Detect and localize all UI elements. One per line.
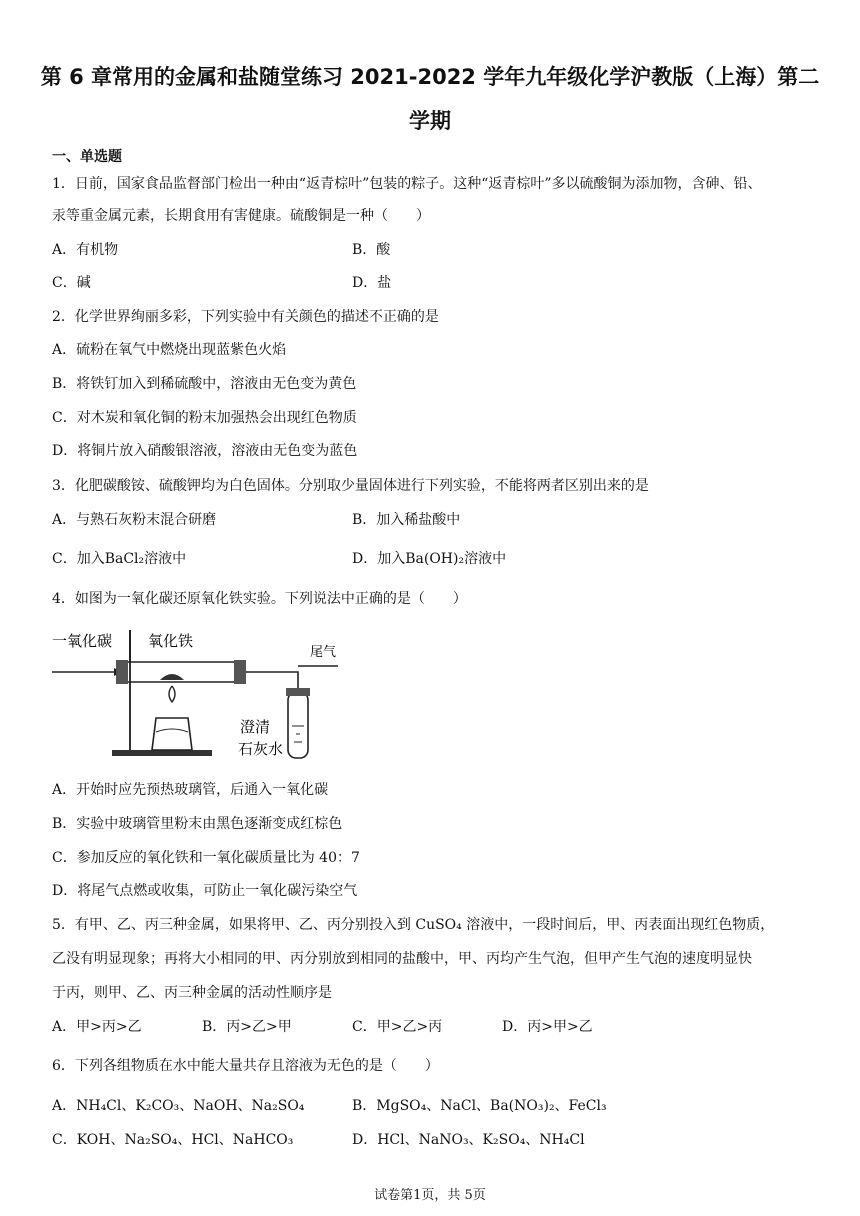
- q5-stem-line-1: 5．有甲、乙、丙三种金属，如果将甲、乙、丙分别投入到 CuSO₄ 溶液中，一段时间后，甲、丙表面出现红色物质，: [52, 917, 775, 933]
- q1-option-c: C．碱: [52, 275, 91, 291]
- tube-stopper-left: [116, 660, 128, 684]
- tube-stopper-right: [234, 660, 246, 684]
- q5-stem-line-2: 乙没有明显现象；再将大小相同的甲、丙分别放到相同的盐酸中，甲、丙均产生气泡，但甲产生气泡的速度明显快: [52, 951, 752, 967]
- q1-stem-line-2: 汞等重金属元素，长期食用有害健康。硫酸铜是一种（ ）: [52, 208, 430, 224]
- q3-option-b: B．加入稀盐酸中: [352, 512, 461, 528]
- q3-option-d: D．加入Ba(OH)₂溶液中: [352, 551, 507, 567]
- q5-option-c: C．甲>乙>丙: [352, 1019, 443, 1035]
- q6-option-d: D．HCl、NaNO₃、K₂SO₄、NH₄Cl: [352, 1132, 585, 1148]
- q5-option-b: B．丙>乙>甲: [202, 1019, 292, 1035]
- page-title-line-2: 学期: [409, 109, 451, 133]
- q4-option-a: A．开始时应先预热玻璃管，后通入一氧化碳: [52, 782, 329, 798]
- q4-option-c: C．参加反应的氧化铁和一氧化碳质量比为 40：7: [52, 850, 360, 866]
- iron-oxide-powder: [160, 674, 184, 680]
- q5-option-d: D．丙>甲>乙: [502, 1019, 593, 1035]
- q1-stem-line-1: 1．日前，国家食品监督部门检出一种由“返青棕叶”包装的粽子。这种“返青棕叶”多以硫酸铜为添加物，含砷、铅、: [52, 176, 762, 192]
- test-tube: [288, 692, 308, 758]
- lamp-liquid: [156, 729, 188, 732]
- test-tube-stopper: [286, 688, 310, 696]
- q1-option-b: B．酸: [352, 242, 391, 258]
- co-reduction-apparatus-figure: [52, 622, 352, 762]
- q5-option-a: A．甲>丙>乙: [52, 1019, 142, 1035]
- q2-stem: 2．化学世界绚丽多彩，下列实验中有关颜色的描述不正确的是: [52, 309, 439, 325]
- q6-option-b: B．MgSO₄、NaCl、Ba(NO₃)₂、FeCl₃: [352, 1098, 607, 1114]
- page-title-line-1: 第 6 章常用的金属和盐随堂练习 2021-2022 学年九年级化学沪教版（上海）第二: [40, 65, 820, 89]
- flame: [169, 686, 175, 702]
- q2-option-c: C．对木炭和氧化铜的粉末加强热会出现红色物质: [52, 410, 357, 426]
- q3-stem: 3．化肥碳酸铵、硫酸钾均为白色固体。分别取少量固体进行下列实验，不能将两者区别出来的是: [52, 478, 649, 494]
- q3-option-a: A．与熟石灰粉末混合研磨: [52, 512, 217, 528]
- alcohol-lamp: [152, 718, 192, 750]
- section-heading: 一、单选题: [52, 149, 122, 165]
- q4-option-b: B．实验中玻璃管里粉末由黑色逐渐变成红棕色: [52, 816, 343, 832]
- stand-base: [112, 750, 212, 756]
- q4-option-d: D．将尾气点燃或收集，可防止一氧化碳污染空气: [52, 883, 358, 899]
- q6-stem: 6．下列各组物质在水中能大量共存且溶液为无色的是（ ）: [52, 1058, 439, 1074]
- q6-option-a: A．NH₄Cl、K₂CO₃、NaOH、Na₂SO₄: [52, 1098, 305, 1114]
- q5-stem-line-3: 于丙，则甲、乙、丙三种金属的活动性顺序是: [52, 985, 332, 1001]
- figure-label-limewater: 石灰水: [238, 740, 284, 758]
- q6-option-c: C．KOH、Na₂SO₄、HCl、NaHCO₃: [52, 1132, 294, 1148]
- q1-option-a: A．有机物: [52, 242, 119, 258]
- q4-stem: 4．如图为一氧化碳还原氧化铁实验。下列说法中正确的是（ ）: [52, 591, 467, 607]
- q2-option-a: A．硫粉在氧气中燃烧出现蓝紫色火焰: [52, 342, 287, 358]
- figure-label-iron-oxide: 氧化铁: [148, 632, 194, 650]
- figure-label-co: 一氧化碳: [52, 632, 113, 650]
- q1-option-d: D．盐: [352, 275, 392, 291]
- figure-label-exhaust: 尾气: [310, 645, 337, 660]
- q2-option-d: D．将铜片放入硝酸银溶液，溶液由无色变为蓝色: [52, 443, 358, 459]
- figure-label-clear: 澄清: [240, 718, 271, 736]
- page-footer: 试卷第1页，共 5页: [374, 1188, 486, 1203]
- q3-option-c: C．加入BaCl₂溶液中: [52, 551, 187, 567]
- q2-option-b: B．将铁钉加入到稀硫酸中，溶液由无色变为黄色: [52, 376, 357, 392]
